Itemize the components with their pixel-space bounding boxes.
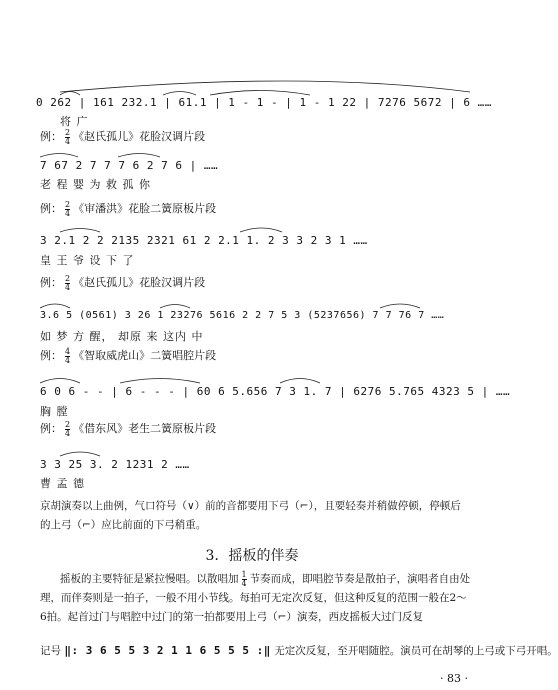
time-signature: $\frac{2}{4}$ (65, 419, 71, 438)
example-title: 《借东风》老生二簧原板片段 (73, 422, 217, 435)
section-heading: 3．摇板的伴奏 (205, 548, 299, 564)
example-label: 例： (40, 422, 62, 435)
page-number: · 83 · (440, 672, 468, 685)
example-label: 例： (40, 130, 62, 143)
time-signature: $\frac{2}{4}$ (65, 273, 71, 292)
lyrics-line-2: 皇 王 爷 设 下 了 (40, 254, 135, 267)
paragraph-2-text-a: 摇板的主要特征是紧拉慢唱。以散唱加 (60, 573, 239, 585)
example-heading-4 (40, 347, 216, 365)
example-title: 《赵氏孤儿》花脸汉调片段 (73, 130, 206, 143)
paragraph-2-text-b: 节奏而成，即唱腔节奏是散拍子，演唱者自由处理，而伴奏则是一拍子，一般不用小节线。每拍可无定次反复，但这种反复的范围一般在2～6拍。起首过门与唱腔中过门的第一拍都要用上弓（⌐）演奏，西皮摇板大过门反复 (40, 573, 471, 623)
example-heading-5 (40, 420, 216, 438)
example-label: 例： (40, 276, 62, 289)
lyrics-line-4: 胸 膛 (40, 405, 69, 418)
example-heading-1 (40, 128, 205, 146)
example-heading-3 (40, 274, 205, 292)
music-line-1: 7 67 2 7 7 7 6 2 7 6 | …… (40, 159, 219, 172)
music-line-3: 3.6 5 (0561) 3 26 1 23276 5616 2 2 7 5 3 (5237656) 7 7 76 7 …… (40, 310, 445, 321)
rhythm-fraction: $\frac{1}{4}$ (241, 569, 247, 588)
paragraph-2-repeat-line (40, 641, 558, 661)
lyrics-line-5: 曹 孟 德 (40, 477, 85, 490)
repeat-sign-label: 记号 (40, 645, 61, 657)
example-label: 例： (40, 349, 62, 362)
time-signature: $\frac{4}{4}$ (65, 346, 71, 365)
example-title: 《智取威虎山》二簧唱腔片段 (73, 349, 217, 362)
example-title: 《赵氏孤儿》花脸汉调片段 (73, 276, 206, 289)
music-line-4: 6 0 6 - - | 6 - - - | 60 6 5.656 7 3 1. 7 | 6276 5.765 4323 5 | …… (40, 385, 511, 398)
music-line-0: 0 262 | 161 232.1 | 61.1 | 1 - 1 - | 1 - 1 22 | 7276 5672 | 6 …… (36, 96, 492, 109)
example-label: 例： (40, 202, 62, 215)
lyrics-line-3: 如 梦 方 醒， 却原 来 这内 中 (40, 330, 204, 343)
repeat-sign-tail: 无定次反复，至开唱随腔。演员可在胡琴的上弓或下弓开唱。 (274, 645, 558, 657)
paragraph-2 (40, 570, 472, 627)
repeat-sign-music: ‖: 3 6 5 5 3 2 1 1 6 5 5 5 :‖ (64, 644, 271, 657)
lyrics-line-1: 老 程 婴 为 救 孤 你 (40, 178, 151, 191)
example-title: 《审潘洪》花脸二簧原板片段 (73, 202, 217, 215)
paragraph-1: 京胡演奏以上曲例，气口符号（∨）前的音都要用下弓（⌐），且要轻奏并稍做停顿，停顿后的上弓（⌐）应比前面的下弓稍重。 (40, 500, 461, 531)
music-line-2: 3 2.1 2 2 2135 2321 61 2 2.1 1. 2 3 3 2 3 1 …… (40, 234, 368, 247)
time-signature: $\frac{2}{4}$ (65, 127, 71, 146)
music-line-5: 3 3 25 3. 2 1231 2 …… (40, 458, 190, 471)
example-heading-2 (40, 200, 216, 218)
lyrics-line-0: 将 广 (60, 115, 89, 128)
time-signature: $\frac{2}{4}$ (65, 199, 71, 218)
